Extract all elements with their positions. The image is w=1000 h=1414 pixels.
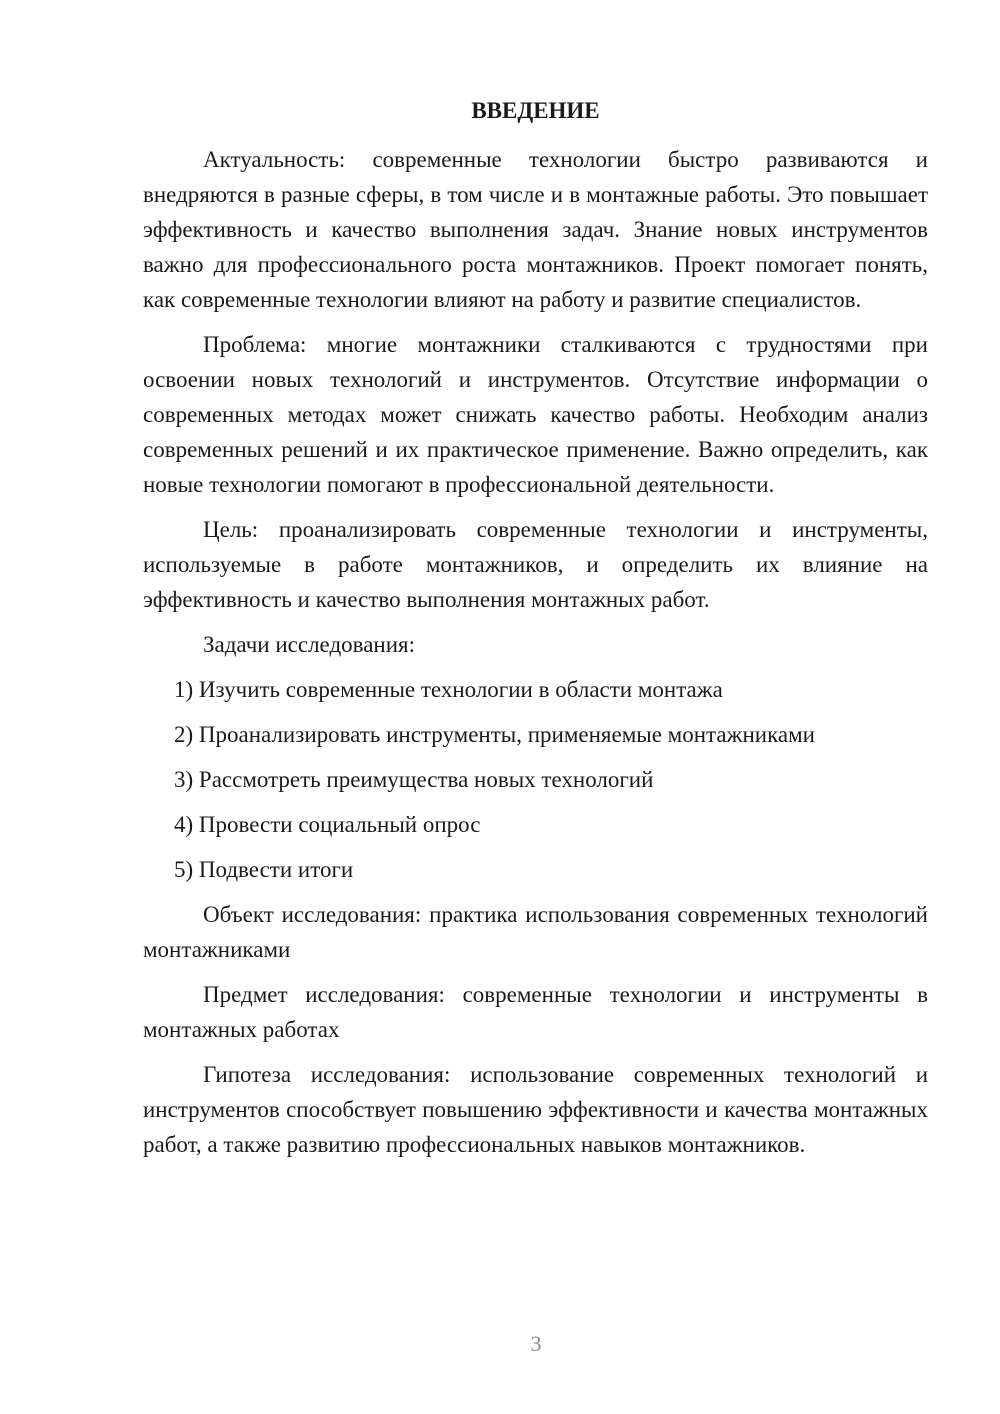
page-number: 3 [530, 1331, 542, 1356]
subject-paragraph: Предмет исследования: современные технологии и инструменты в монтажных работах [143, 982, 928, 1042]
page-content [143, 93, 928, 1172]
list-item: 5) Подвести итоги [174, 857, 354, 882]
relevance-paragraph: Актуальность: современные технологии быстро развиваются и внедряются в разные сферы, в том числе и в монтажные работы. Это повышает эффективность и качество выполнения задач. Знание новых инструментов важно для профессионального роста монтажников. Проект помогает понять, как современные технологии влияют на работу и развитие специалистов. [143, 147, 928, 312]
hypothesis-paragraph: Гипотеза исследования: использование современных технологий и инструментов способствует повышению эффективности и качества монтажных работ, а также развитию профессиональных навыков монтажников. [143, 1062, 928, 1157]
list-item: 2) Проанализировать инструменты, применяемые монтажниками [174, 722, 815, 747]
page-title: ВВЕДЕНИЕ [471, 98, 600, 123]
goal-paragraph: Цель: проанализировать современные технологии и инструменты, используемые в работе монтажников, и определить их влияние на эффективность и качество выполнения монтажных работ. [143, 517, 928, 612]
problem-paragraph: Проблема: многие монтажники сталкиваются с трудностями при освоении новых технологий и инструментов. Отсутствие информации о современных методах может снижать качество работы. Необходим анализ современных решений и их практическое применение. Важно определить, как новые технологии помогают в профессиональной деятельности. [143, 332, 928, 497]
tasks-heading: Задачи исследования: [203, 632, 416, 657]
list-item: 3) Рассмотреть преимущества новых технологий [174, 767, 654, 792]
tasks-list [143, 672, 928, 887]
list-item: 1) Изучить современные технологии в области монтажа [174, 677, 723, 702]
list-item: 4) Провести социальный опрос [174, 812, 481, 837]
object-paragraph: Объект исследования: практика использования современных технологий монтажниками [143, 902, 928, 962]
